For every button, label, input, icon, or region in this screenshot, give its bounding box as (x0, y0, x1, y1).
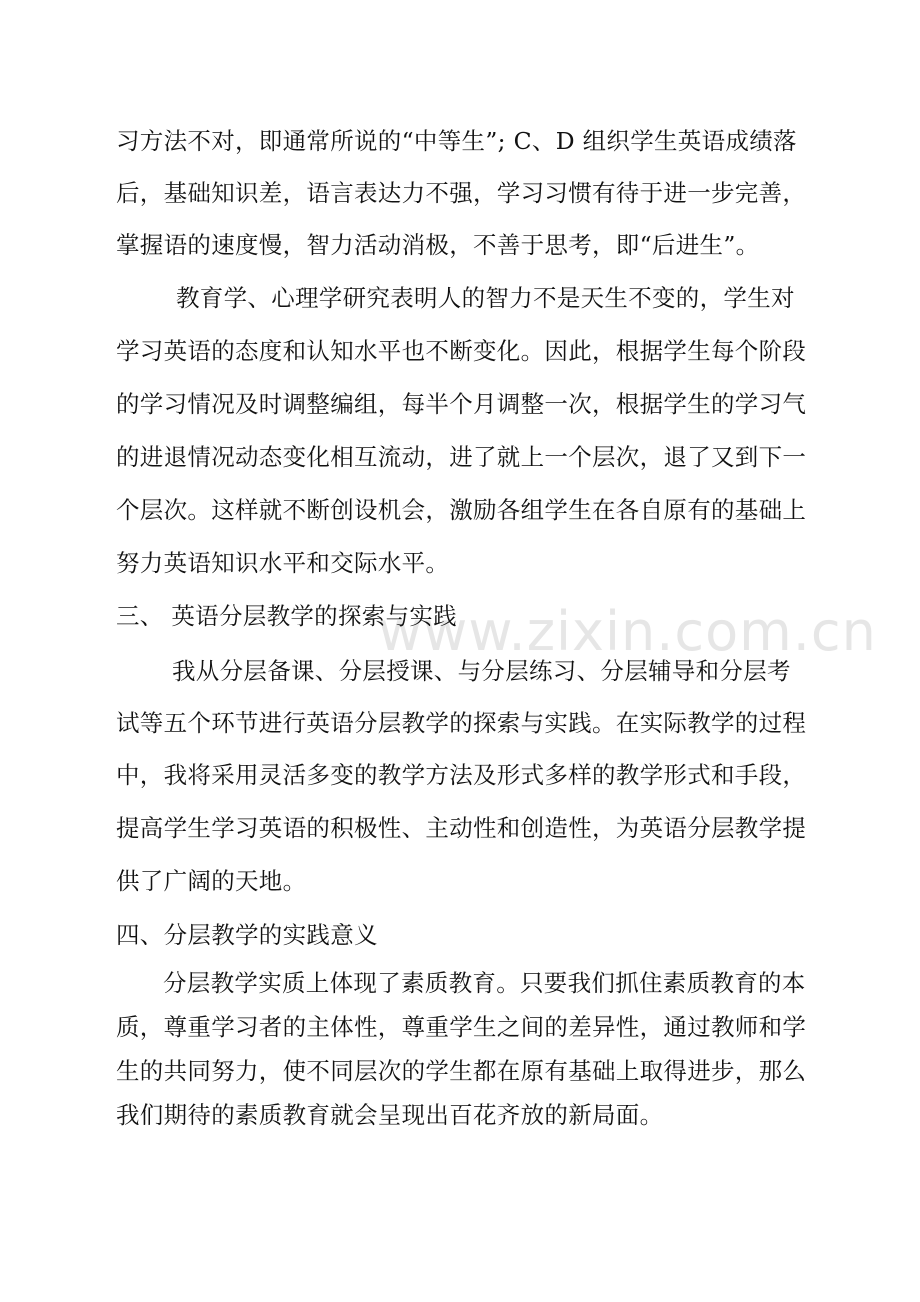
watermark: www.zixin.com.cn (378, 600, 877, 663)
paragraph-3-line-3: 中，我将采用灵活多变的教学方法及形式多样的教学形式和手段， (116, 761, 807, 789)
paragraph-2-line-1: 教育学、心理学研究表明人的智力不是天生不变的，学生对 (176, 284, 795, 312)
section-heading-4: 四、分层教学的实践意义 (116, 921, 378, 949)
paragraph-1-line-2: 后，基础知识差，语言表达力不强，学习习惯有待于进一步完善， (116, 179, 807, 207)
paragraph-2-line-3: 的学习情况及时调整编组，每半个月调整一次，根据学生的学习气 (116, 390, 807, 418)
paragraph-2-line-2: 学习英语的态度和认知水平也不断变化。因此，根据学生每个阶段 (116, 337, 807, 365)
paragraph-3-line-4: 提高学生学习英语的积极性、主动性和创造性，为英语分层教学提 (116, 814, 807, 842)
paragraph-4-line-4: 我们期待的素质教育就会呈现出百花齐放的新局面。 (116, 1101, 664, 1129)
paragraph-4-line-2: 质，尊重学习者的主体性，尊重学生之间的差异性，通过教师和学 (116, 1013, 807, 1041)
paragraph-3-line-2: 试等五个环节进行英语分层教学的探索与实践。在实际教学的过程 (116, 709, 807, 737)
paragraph-3-line-5: 供了广阔的天地。 (116, 867, 307, 895)
paragraph-2-line-5: 个层次。这样就不断创设机会，激励各组学生在各自原有的基础上 (116, 496, 807, 524)
paragraph-1-line-1: 习方法不对，即通常所说的“中等生”; C、D 组织学生英语成绩落 (116, 127, 797, 155)
section-heading-3: 三、 英语分层教学的探索与实践 (116, 602, 457, 630)
paragraph-2-line-6: 努力英语知识水平和交际水平。 (116, 549, 450, 577)
paragraph-4-line-1: 分层教学实质上体现了素质教育。只要我们抓住素质教育的本 (163, 969, 806, 997)
paragraph-1-line-3: 掌握语的速度慢，智力活动消极，不善于思考，即“后进生”。 (116, 231, 760, 259)
paragraph-2-line-4: 的进退情况动态变化相互流动，进了就上一个层次，退了又到下一 (116, 443, 807, 471)
paragraph-4-line-3: 生的共同努力，使不同层次的学生都在原有基础上取得进步，那么 (116, 1057, 807, 1085)
paragraph-3-line-1: 我从分层备课、分层授课、与分层练习、分层辅导和分层考 (172, 657, 791, 685)
